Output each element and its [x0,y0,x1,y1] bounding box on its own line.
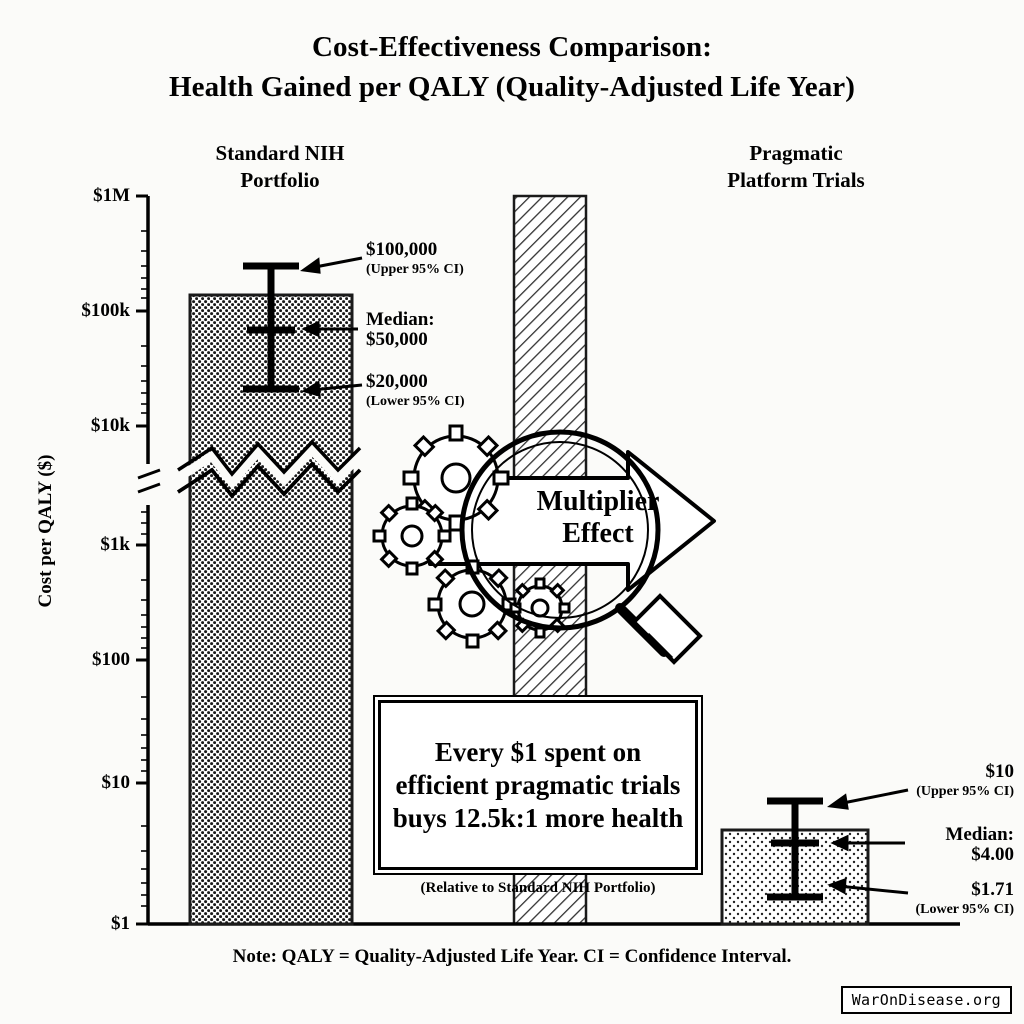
callout-left-median-value: $50,000 [366,329,428,350]
column-header-standard-nih-line1: Standard NIH [215,141,345,165]
column-header-standard-nih [158,140,402,194]
callout-right-lower-note: (Lower 95% CI) [915,902,1014,917]
callout-right-upper [700,762,1014,802]
callout-right-median-value: $4.00 [971,844,1014,865]
column-header-pragmatic-line2: Platform Trials [727,168,865,192]
multiplier-effect-line2: Effect [562,518,634,549]
y-tick-10: $10 [101,772,130,793]
callout-banner-subtitle: (Relative to Standard NIH Portfolio) [420,880,656,896]
y-axis-title: Cost per QALY ($) [35,454,56,608]
multiplier-effect-line1: Multiplier [536,486,660,517]
callout-banner [378,700,698,870]
chart-footnote: Note: QALY = Quality-Adjusted Life Year. CI = Confidence Interval. [232,946,792,967]
y-tick-100k: $100k [81,300,130,321]
column-header-standard-nih-line2: Portfolio [240,168,320,192]
callout-left-upper-value: $100,000 [366,239,438,260]
column-header-pragmatic [660,140,932,194]
callout-right-median [700,825,1014,865]
callout-right-upper-value: $10 [985,761,1014,782]
callout-banner-text: Every $1 spent on efficient pragmatic trials buys 12.5k:1 more health [392,736,684,833]
callout-left-upper [366,240,464,280]
y-tick-10k: $10k [90,415,130,436]
y-axis [138,196,160,924]
y-tick-100: $100 [92,649,130,670]
y-tick-1m: $1M [93,185,130,206]
column-header-pragmatic-line1: Pragmatic [749,141,843,165]
callout-left-median-label: Median: [366,309,435,330]
y-tick-1k: $1k [100,534,130,555]
callout-left-lower-note: (Lower 95% CI) [366,394,465,409]
callout-right-median-label: Median: [945,824,1014,845]
watermark-label: WarOnDisease.org [841,986,1012,1014]
callout-left-median [366,310,435,350]
callout-right-lower-value: $1.71 [971,879,1014,900]
callout-right-lower [700,880,1014,920]
y-tick-1: $1 [111,913,130,934]
multiplier-effect-label [488,486,708,550]
callout-left-lower-value: $20,000 [366,371,428,392]
callout-left-upper-note: (Upper 95% CI) [366,262,464,277]
y-axis-ticks [136,196,148,924]
chart-title-line2: Health Gained per QALY (Quality-Adjusted Life Year) [168,71,856,103]
chart-title-line1: Cost-Effectiveness Comparison: [311,31,713,63]
callout-left-lower [366,372,465,412]
callout-right-upper-note: (Upper 95% CI) [916,784,1014,799]
